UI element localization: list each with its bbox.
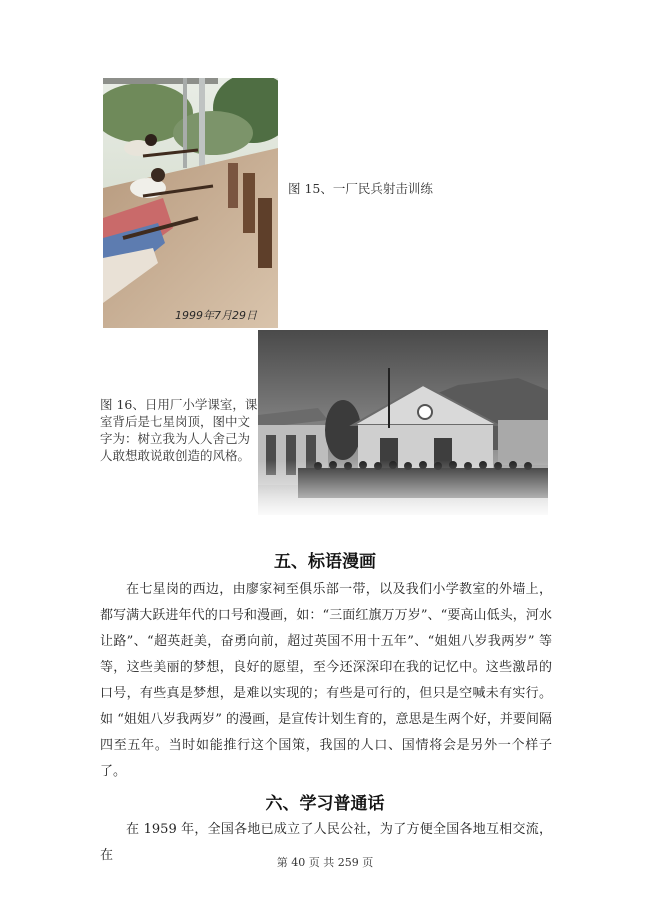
section-heading-slogan-cartoons: 五、标语漫画	[274, 552, 376, 572]
section-heading-learn-mandarin: 六、学习普通话	[265, 794, 385, 814]
classroom-image	[258, 330, 548, 515]
photo-date-stamp: 1999年7月29日	[175, 309, 257, 322]
figure-16-caption: 图 16、日用厂小学课室，课室背后是七星岗顶，图中文字为：树立我为人人舍己为人敢想敢说敢创造的风格。	[100, 397, 258, 463]
figure-15-caption: 图 15、一厂民兵射击训练	[288, 181, 433, 196]
figure-15-photo	[103, 78, 278, 328]
shooting-training-image	[103, 78, 278, 328]
section-paragraph: 在 1959 年，全国各地已成立了人民公社，为了方便全国各地互相交流，在	[100, 822, 552, 863]
figure-16-photo	[258, 330, 548, 515]
section-paragraph: 在七星岗的西边，由廖家祠至俱乐部一带，以及我们小学教室的外墙上，都写满大跃进年代的口号和漫画，如：“三面红旗万万岁”、“要高山低头，河水让路”、“超英赶美，奋勇向前，超过英国不用十五年”、“姐姐八岁我两岁” 等等，这些美丽的梦想，良好的愿望，至今还深深印在我的记忆中。这些激昂的口号，有些真是梦想，是难以实现的；有些是可行的，但只是空喊未有实行。如 “姐姐八岁我两岁” 的漫画，是宣传计划生育的，意思是生两个好，并要间隔四至五年。当时如能推行这个国策，我国的人口、国情将会是另外一个样子了。	[100, 582, 552, 779]
page-footer: 第 40 页 共 259 页	[276, 856, 374, 869]
